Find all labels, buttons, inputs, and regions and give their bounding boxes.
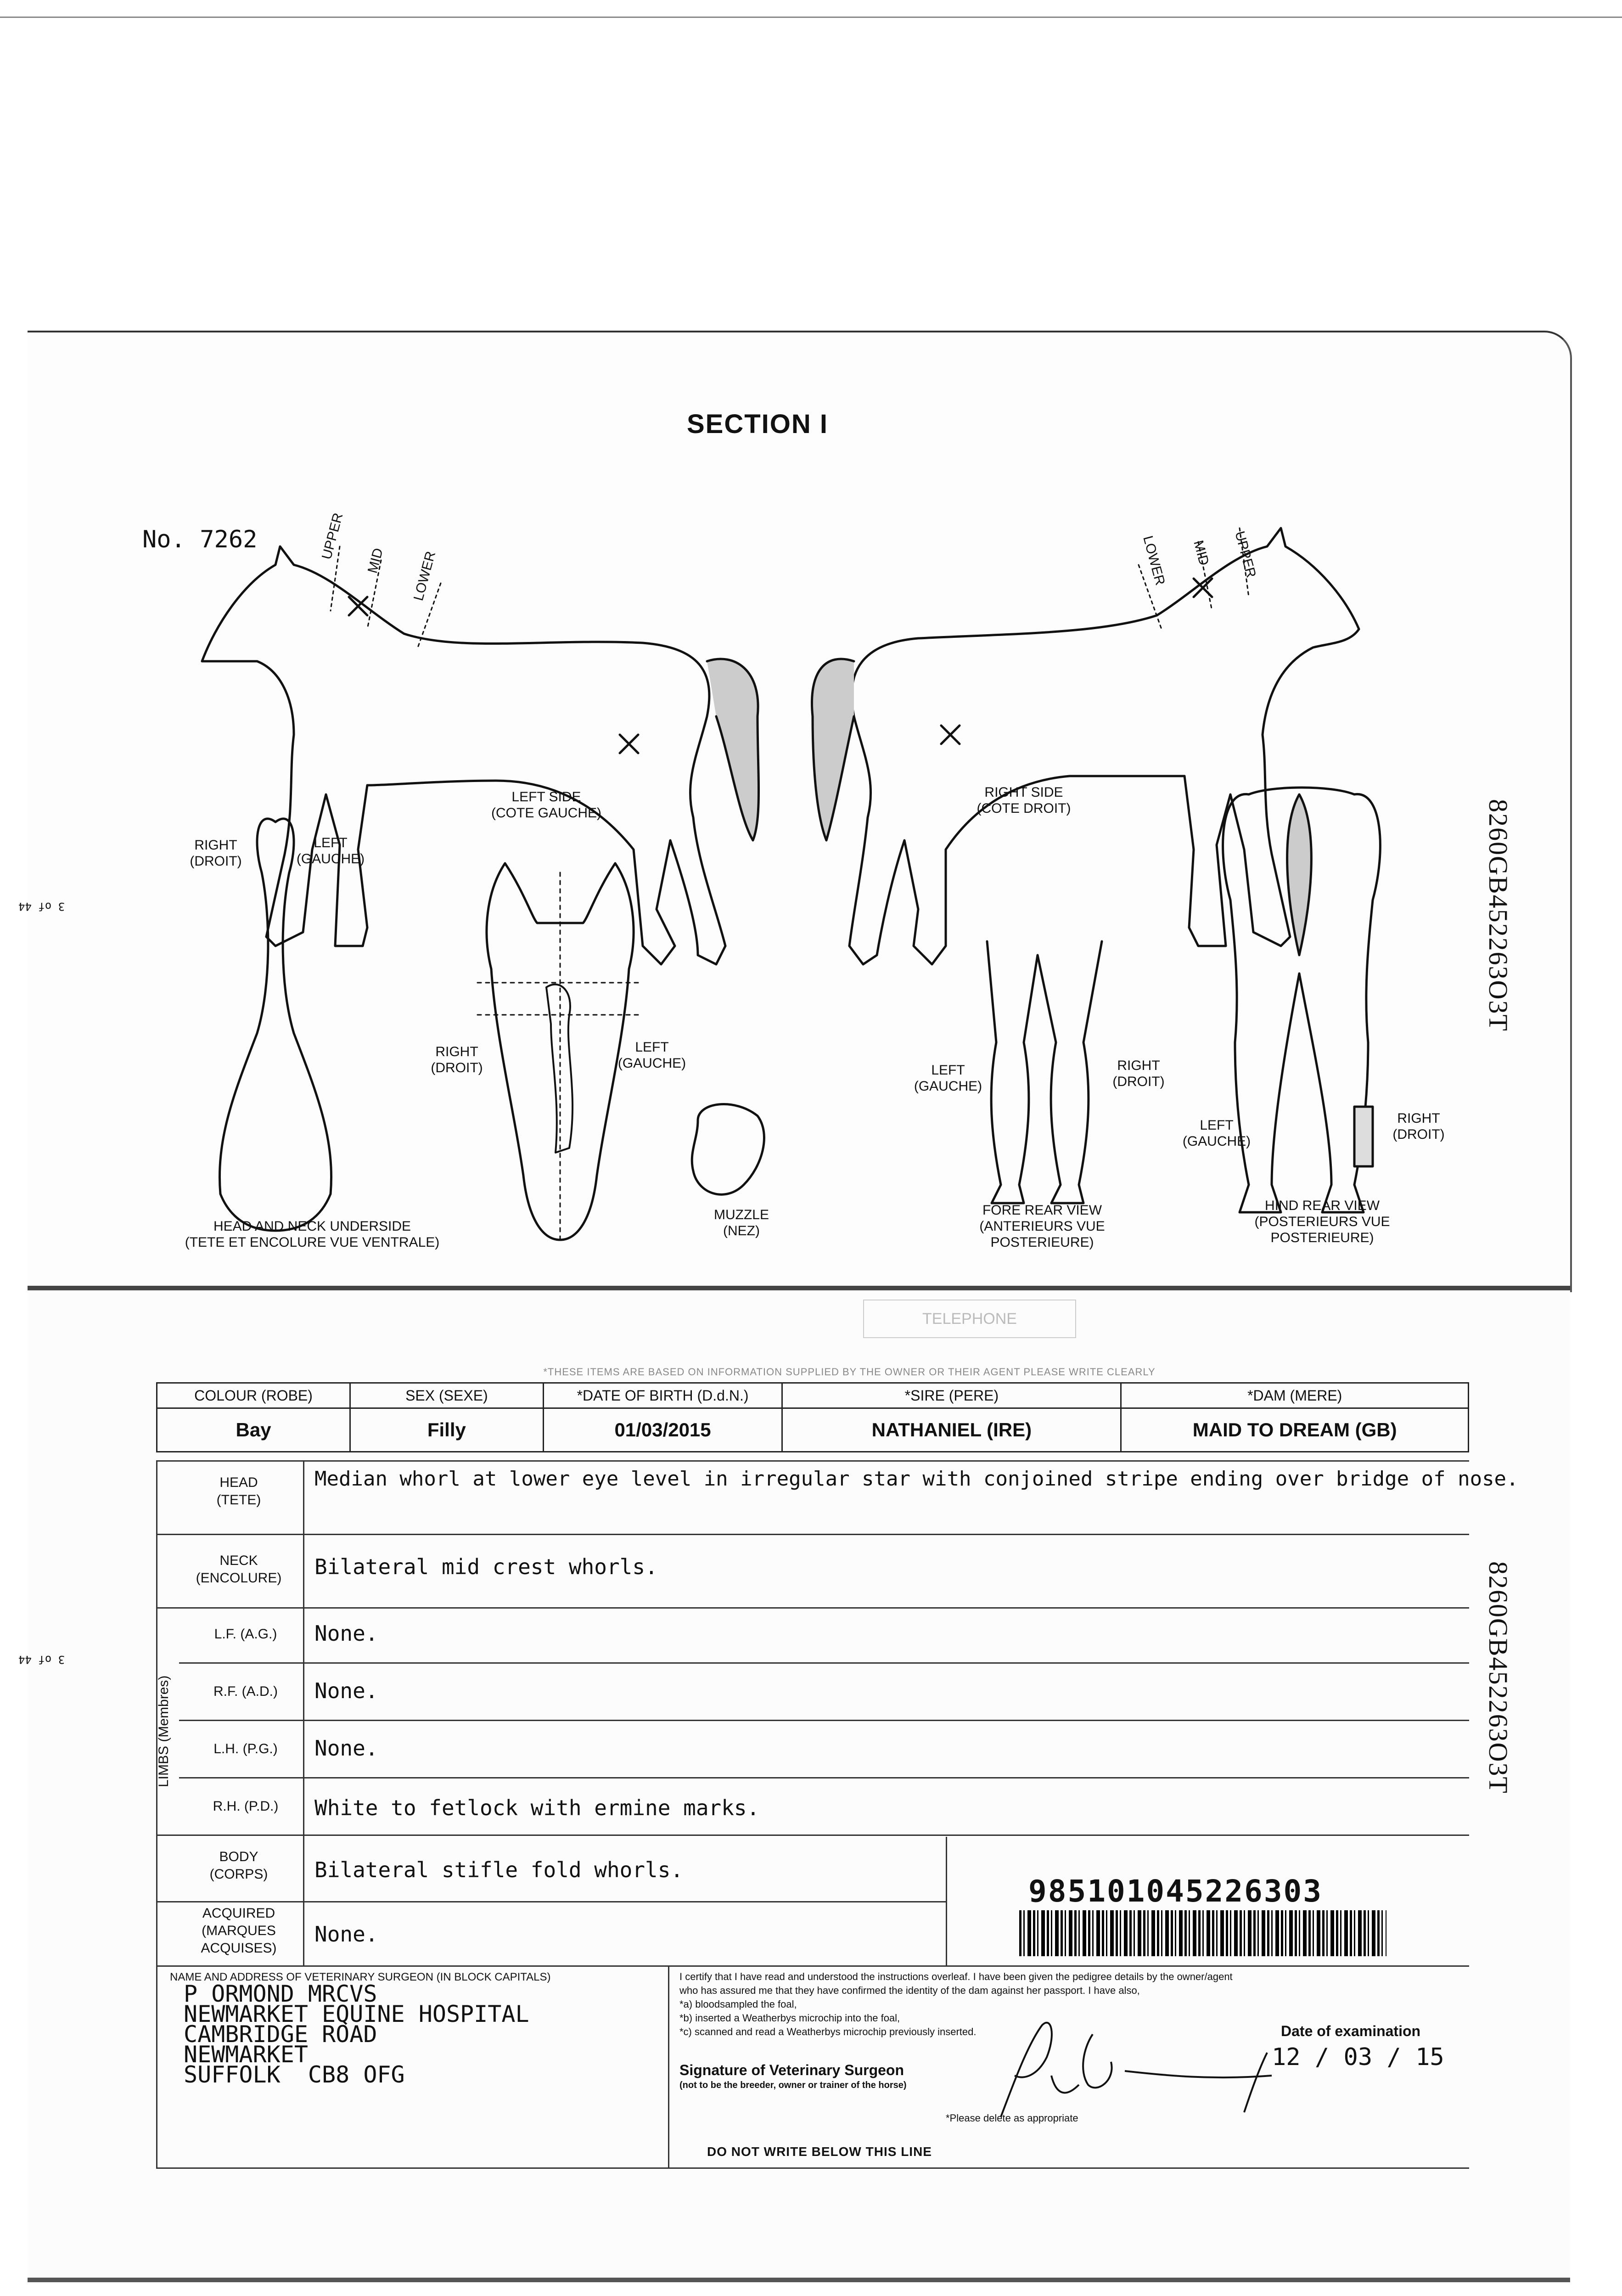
head-marking-text: Median whorl at lower eye level in irregular star with conjoined stripe ending over bridge of nose. (314, 1467, 1519, 1491)
label-fore-rear-fr2: POSTERIEURE) (990, 1235, 1094, 1250)
label-fore-left-fr: (GAUCHE) (914, 1079, 982, 1094)
grid-line (156, 1534, 1469, 1535)
grid-line (156, 1835, 1469, 1836)
lf-marking-text: None. (314, 1621, 378, 1646)
label-left-side-fr: (COTE GAUCHE) (491, 805, 601, 821)
sire-header: *SIRE (PERE) (782, 1383, 1121, 1408)
label-fore-left: LEFT (931, 1063, 965, 1078)
signature-sublabel: (not to be the breeder, owner or trainer of the horse) (679, 2080, 907, 2090)
vet-address-text: P ORMOND MRCVS NEWMARKET EQUINE HOSPITAL CAMBRIDGE ROAD NEWMARKET SUFFOLK CB8 OFG (184, 1981, 529, 2088)
grid-line (179, 1662, 1469, 1664)
dam-value: MAID TO DREAM (GB) (1121, 1408, 1469, 1452)
label-hind-rear: HIND REAR VIEW (1264, 1198, 1380, 1213)
label-head-left-fr: (GAUCHE) (617, 1056, 686, 1071)
label-mid-right: MID (1190, 539, 1212, 567)
label-upper-right: UPPER (1232, 529, 1259, 580)
dam-header: *DAM (MERE) (1121, 1383, 1469, 1408)
label-right-side: RIGHT SIDE (984, 785, 1063, 800)
stifle-whorl-mark-left (620, 735, 638, 753)
label-neck-right-fr: (DROIT) (190, 854, 242, 869)
certification-text: I certify that I have read and understood the instructions overleaf. I have been given the pedigree details by the owner/agent who has assured me that they have confirmed the identity of the dam against her passport. I have also, *a) bloodsampled the foal, *b) inserted a Weatherbys microchip into the foal, *c) scanned and read a Weatherbys microchip previously inserted. (679, 1971, 1233, 2037)
neck-marking-text: Bilateral mid crest whorls. (314, 1554, 658, 1579)
grid-line (156, 1901, 946, 1902)
body-marking-text: Bilateral stifle fold whorls. (314, 1857, 684, 1882)
star-stripe-marking (546, 985, 572, 1153)
microchip-barcode (1019, 1910, 1386, 1956)
telephone-field: TELEPHONE (863, 1300, 1076, 1338)
right-side-tail (812, 659, 854, 840)
microchip-number: 985101045226303 (1028, 1874, 1323, 1909)
label-lower-left: LOWER (410, 550, 439, 602)
head-label: HEAD (TETE) (216, 1475, 261, 1508)
label-neck-left: LEFT (314, 835, 348, 850)
acquired-label: ACQUIRED (MARQUES ACQUISES) (201, 1906, 277, 1956)
fore-rear-view-outline (987, 941, 1102, 1203)
sire-value: NATHANIEL (IRE) (782, 1408, 1121, 1452)
lh-label: L.H. (P.G.) (213, 1741, 278, 1756)
neck-label: NECK (ENCOLURE) (196, 1553, 282, 1586)
label-neck-right: RIGHT (194, 838, 237, 853)
lh-marking-text: None. (314, 1736, 378, 1761)
label-upper-left: UPPER (319, 511, 346, 561)
front-head-outline (487, 863, 634, 1240)
grid-line (668, 1965, 669, 2167)
sex-header: SEX (SEXE) (350, 1383, 544, 1408)
items-note: *THESE ITEMS ARE BASED ON INFORMATION SUPPLIED BY THE OWNER OR THEIR AGENT PLEASE WRITE CLEARLY (543, 1366, 1156, 1378)
grid-line (179, 1720, 1469, 1721)
rf-marking-text: None. (314, 1678, 378, 1703)
grid-line (946, 1837, 947, 1965)
rh-marking-text: White to fetlock with ermine marks. (314, 1795, 760, 1820)
dob-value: 01/03/2015 (543, 1408, 782, 1452)
rh-ermine-marking (1354, 1107, 1373, 1166)
neck-underside-outline (219, 819, 331, 1231)
colour-header: COLOUR (ROBE) (157, 1383, 350, 1408)
label-fore-rear: FORE REAR VIEW (982, 1203, 1102, 1218)
footer-instruction: DO NOT WRITE BELOW THIS LINE (707, 2144, 932, 2159)
section-title: SECTION I (686, 409, 829, 439)
colour-value: Bay (157, 1408, 350, 1452)
label-head-neck: HEAD AND NECK UNDERSIDE (213, 1219, 411, 1234)
horse-details-table (156, 1382, 1469, 1452)
page-mark-bottom: 3 of 44 (18, 1653, 65, 1666)
label-right-side-fr: (COTE DROIT) (977, 801, 1071, 816)
label-hind-left-fr: (GAUCHE) (1182, 1134, 1251, 1149)
passport-ref-upper: 8260GB452263O3T (1483, 799, 1513, 1032)
left-side-horse-outline (202, 546, 725, 964)
label-fore-right: RIGHT (1117, 1058, 1160, 1073)
label-mid-left: MID (365, 546, 386, 575)
acquired-marking-text: None. (314, 1922, 378, 1947)
hind-tail (1287, 794, 1312, 955)
grid-line (156, 1460, 157, 2167)
grid-line (179, 1777, 1469, 1778)
label-muzzle: MUZZLE (714, 1207, 769, 1222)
lf-label: L.F. (A.G.) (214, 1626, 277, 1642)
rh-label: R.H. (P.D.) (213, 1799, 279, 1814)
label-lower-right: LOWER (1140, 534, 1168, 587)
rf-label: R.F. (A.D.) (213, 1684, 278, 1699)
stifle-whorl-mark-right (941, 726, 960, 744)
vet-address-label: NAME AND ADDRESS OF VETERINARY SURGEON (IN BLOCK CAPITALS) (170, 1971, 551, 1983)
grid-line (156, 2167, 1469, 2169)
label-muzzle-fr: (NEZ) (723, 1223, 760, 1238)
grid-line (303, 1460, 304, 1965)
page-mark-top: 3 of 44 (18, 900, 65, 913)
passport-ref-lower: 8260GB452263O3T (1483, 1561, 1513, 1794)
label-head-right: RIGHT (435, 1044, 478, 1059)
limbs-label: LIMBS (Membres) (156, 1675, 171, 1787)
label-head-neck-fr: (TETE ET ENCOLURE VUE VENTRALE) (185, 1235, 440, 1250)
vet-signature (973, 2007, 1295, 2126)
label-hind-left: LEFT (1200, 1118, 1234, 1133)
label-head-left: LEFT (635, 1040, 669, 1055)
left-side-tail (707, 659, 759, 840)
date-of-examination-label: Date of examination (1281, 2023, 1421, 2039)
body-label: BODY (CORPS) (209, 1849, 268, 1882)
label-hind-rear-fr2: POSTERIEURE) (1270, 1230, 1374, 1245)
date-of-examination-value: 12 / 03 / 15 (1272, 2043, 1444, 2071)
label-fore-rear-fr1: (ANTERIEURS VUE (979, 1219, 1105, 1234)
muzzle-outline (692, 1104, 764, 1195)
label-head-right-fr: (DROIT) (431, 1060, 483, 1075)
label-hind-rear-fr1: (POSTERIEURS VUE (1254, 1214, 1390, 1229)
signature-label: Signature of Veterinary Surgeon (679, 2062, 904, 2078)
label-neck-left-fr: (GAUCHE) (296, 851, 365, 867)
grid-line (156, 1965, 1469, 1967)
grid-line (156, 1460, 1469, 1462)
dob-header: *DATE OF BIRTH (D.d.N.) (543, 1383, 782, 1408)
sex-value: Filly (350, 1408, 544, 1452)
label-fore-right-fr: (DROIT) (1112, 1074, 1165, 1089)
grid-line (156, 1607, 1469, 1609)
label-left-side: LEFT SIDE (511, 789, 581, 805)
label-hind-right-fr: (DROIT) (1392, 1127, 1445, 1142)
right-side-horse-outline (849, 528, 1359, 964)
ref-number: No. 7262 (142, 526, 258, 553)
label-hind-right: RIGHT (1397, 1111, 1440, 1126)
please-delete-note: *Please delete as appropriate (946, 2112, 1078, 2124)
